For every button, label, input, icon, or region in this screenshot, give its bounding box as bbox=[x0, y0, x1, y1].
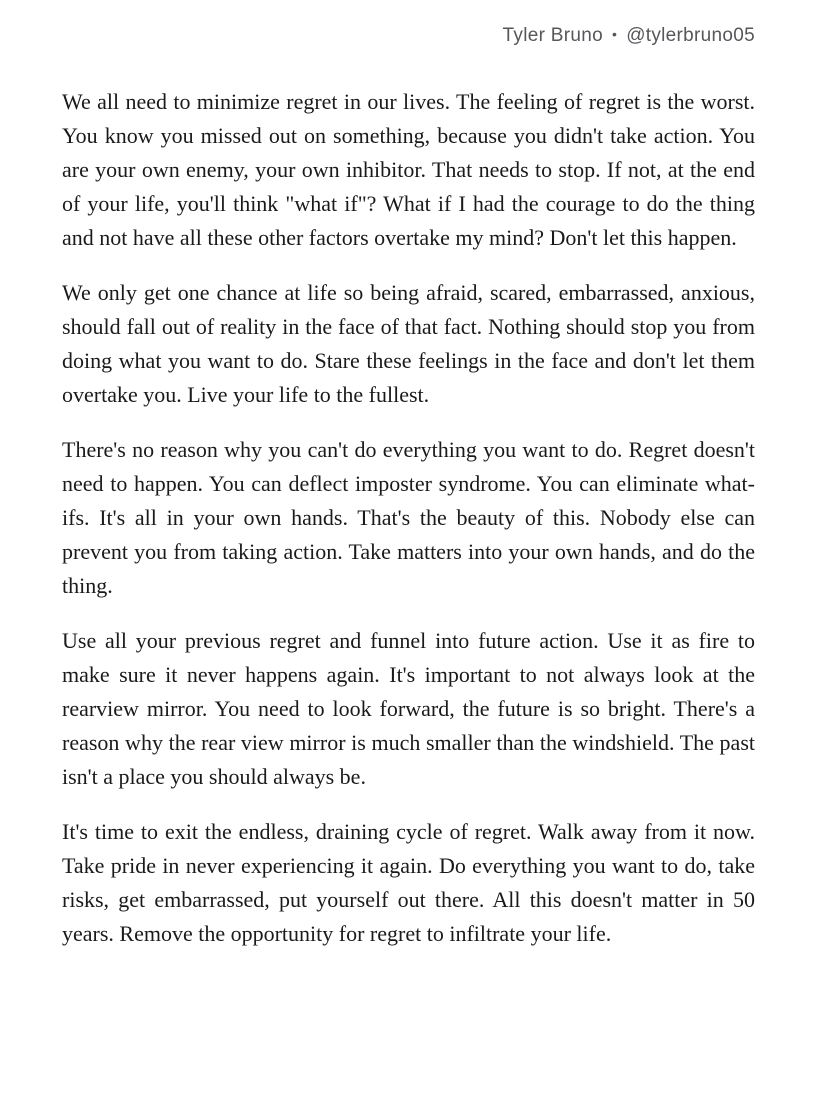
paragraph-1: We all need to minimize regret in our lives. The feeling of regret is the worst. You know you missed out on something, because you didn't take action. You are your own enemy, your own inhibitor. That needs to stop. If not, at the end of your life, you'll think "what if"? What if I had the courage to do the thing and not have all these other factors overtake my mind? Don't let this happen. bbox=[62, 89, 755, 250]
paragraph-3: There's no reason why you can't do everything you want to do. Regret doesn't need to happen. You can deflect imposter syndrome. You can eliminate what-ifs. It's all in your own hands. That's the beauty of this. Nobody else can prevent you from taking action. Take matters into your own hands, and do the thing. bbox=[62, 437, 755, 598]
article-body bbox=[62, 85, 755, 951]
author-byline bbox=[62, 22, 755, 48]
paragraph-4: Use all your previous regret and funnel into future action. Use it as fire to make sure it never happens again. It's important to not always look at the rearview mirror. You need to look forward, the future is so bright. There's a reason why the rear view mirror is much smaller than the windshield. The past isn't a place you should always be. bbox=[62, 628, 755, 789]
paragraph-5: It's time to exit the endless, draining cycle of regret. Walk away from it now. Take pride in never experiencing it again. Do everything you want to do, take risks, get embarrassed, put yourself out there. All this doesn't matter in 50 years. Remove the opportunity for regret to infiltrate your life. bbox=[62, 819, 755, 946]
author-handle: @tylerbruno05 bbox=[626, 25, 755, 46]
author-name: Tyler Bruno bbox=[502, 25, 603, 46]
separator-dot-icon: • bbox=[611, 26, 618, 42]
paragraph-2: We only get one chance at life so being afraid, scared, embarrassed, anxious, should fall out of reality in the face of that fact. Nothing should stop you from doing what you want to do. Stare these feelings in the face and don't let them overtake you. Live your life to the fullest. bbox=[62, 280, 755, 407]
